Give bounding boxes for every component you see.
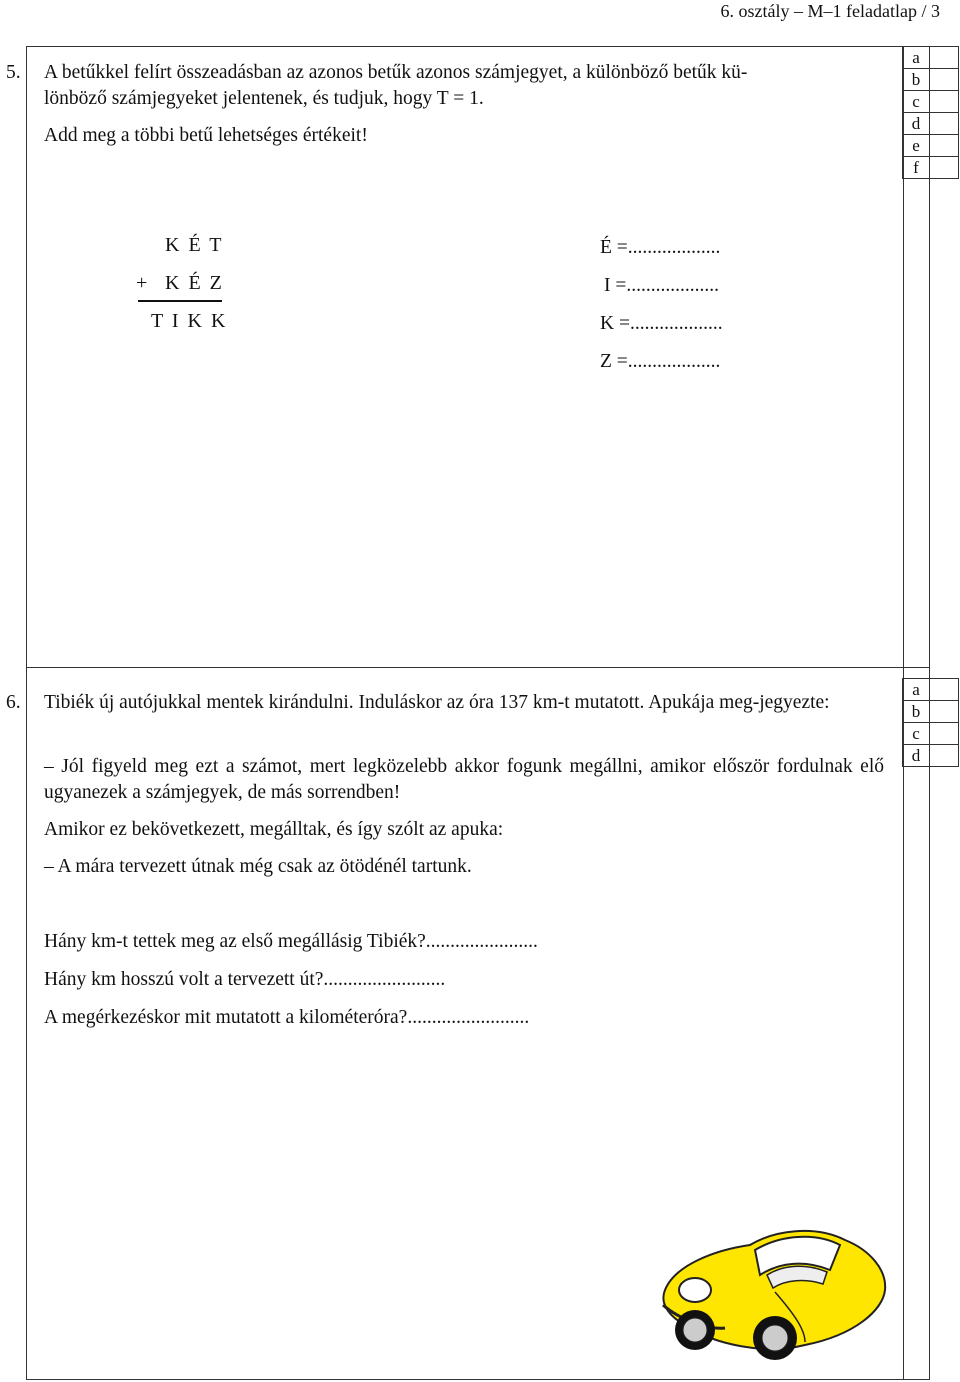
task6-score-table: [902, 678, 959, 767]
task6-para2: – Jól figyeld meg ezt a számot, mert legközelebb akkor fogunk megállni, amikor először fordulnak elő ugyanezek a számjegyek, de más sorrendben!: [44, 756, 884, 803]
answer-z[interactable]: Z =...................: [600, 351, 721, 372]
front-hubcap: [683, 1318, 707, 1342]
score-box[interactable]: [930, 113, 959, 135]
score-label-b: b: [903, 701, 930, 723]
addition-row1: K É T: [165, 234, 224, 256]
score-label-d: d: [903, 113, 930, 135]
car-illustration: [655, 1220, 895, 1370]
score-label-d: d: [903, 745, 930, 767]
score-label-c: c: [903, 91, 930, 113]
score-box[interactable]: [930, 47, 959, 69]
headlight-icon: [679, 1278, 711, 1302]
score-box[interactable]: [930, 679, 959, 701]
score-label-f: f: [903, 157, 930, 179]
task6-number: 6.: [6, 692, 21, 713]
answer-e-acute[interactable]: É =...................: [600, 237, 721, 258]
score-box[interactable]: [930, 135, 959, 157]
score-label-a: a: [903, 679, 930, 701]
task6-para1: Tibiék új autójukkal mentek kirándulni. Induláskor az óra 137 km-t mutatott. Apukája meg-jegyezte:: [44, 692, 830, 713]
question-1[interactable]: Hány km-t tettek meg az első megállásig Tibiék?.......................: [44, 931, 538, 952]
question-2[interactable]: Hány km hosszú volt a tervezett út?.........................: [44, 969, 446, 990]
score-box[interactable]: [930, 69, 959, 91]
rear-hubcap: [762, 1325, 788, 1351]
score-label-e: e: [903, 135, 930, 157]
score-label-b: b: [903, 69, 930, 91]
task6-para4: – A mára tervezett útnak még csak az ötödénél tartunk.: [44, 856, 472, 877]
task-divider: [26, 667, 930, 668]
sum-line: [138, 300, 222, 302]
task5-line3: Add meg a többi betű lehetséges értékeit!: [44, 125, 368, 146]
score-box[interactable]: [930, 745, 959, 767]
page-header: 6. osztály – M–1 feladatlap / 3: [720, 1, 940, 21]
score-box[interactable]: [930, 701, 959, 723]
task5-score-table: [902, 46, 959, 179]
score-box[interactable]: [930, 157, 959, 179]
plus-sign: +: [136, 272, 150, 294]
task5-number: 5.: [6, 62, 21, 83]
addition-row2: K É Z: [165, 272, 224, 294]
question-3[interactable]: A megérkezéskor mit mutatott a kilométeróra?.........................: [44, 1007, 530, 1028]
score-box[interactable]: [930, 723, 959, 745]
score-label-a: a: [903, 47, 930, 69]
task6-para3: Amikor ez bekövetkezett, megálltak, és így szólt az apuka:: [44, 819, 504, 840]
task5-line1: A betűkkel felírt összeadásban az azonos betűk azonos számjegyet, a különböző betűk kü-: [44, 62, 748, 83]
addition-result: T I K K: [151, 310, 228, 332]
score-label-c: c: [903, 723, 930, 745]
task5-line2: lönböző számjegyeket jelentenek, és tudjuk, hogy T = 1.: [44, 88, 484, 109]
answer-i[interactable]: I =...................: [604, 275, 719, 296]
score-box[interactable]: [930, 91, 959, 113]
answer-k[interactable]: K =...................: [600, 313, 723, 334]
